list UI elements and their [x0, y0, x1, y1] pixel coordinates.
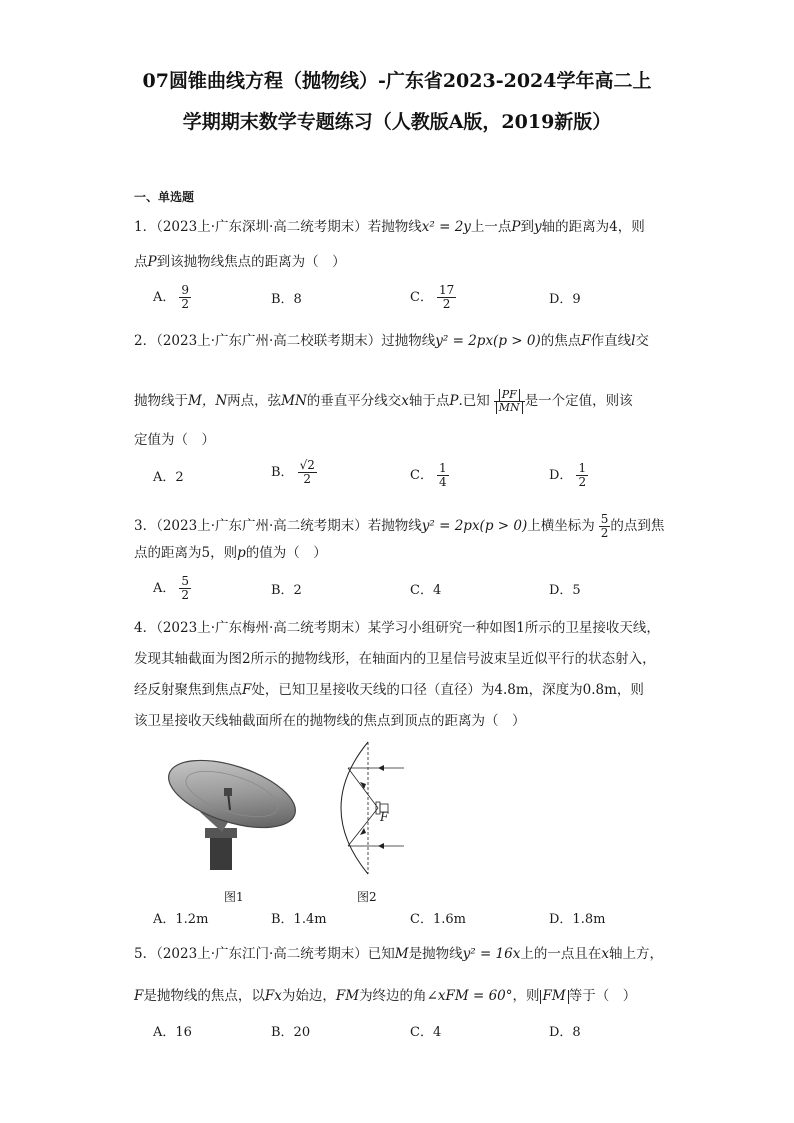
- math-expression: x² = 2y: [421, 219, 471, 235]
- question-4-line-4: 该卫星接收天线轴截面所在的抛物线的焦点到顶点的距离为（ ）: [134, 713, 526, 729]
- question-1-line-2: 点P到该抛物线焦点的距离为（ ）: [134, 254, 346, 270]
- q4-option-d[interactable]: D．1.8m: [549, 912, 606, 927]
- question-3-line-2: 点的距离为5，则p的值为（ ）: [134, 545, 327, 561]
- document-title-line-1: 07圆锥曲线方程（抛物线）-广东省2023-2024学年高二上: [142, 70, 652, 92]
- section-heading: 一、单选题: [134, 190, 195, 204]
- q4-option-b[interactable]: B．1.4m: [271, 912, 327, 927]
- figure-1-caption: 图1: [224, 890, 244, 904]
- q5-option-a[interactable]: A．16: [153, 1025, 192, 1040]
- parabola-cross-section-diagram: [328, 740, 408, 878]
- q1-option-b[interactable]: B．8: [271, 292, 302, 307]
- figure-2-caption: 图2: [357, 890, 377, 904]
- q5-option-c[interactable]: C．4: [410, 1025, 442, 1040]
- q2-option-b[interactable]: B． $\frac{√2}{2}$: [271, 458, 315, 487]
- question-3-line-1: 3．（2023上·广东广州·高二统考期末）若抛物线y² = 2px(p > 0)上横坐标为 $\frac{5}{2}$ 的点到焦: [134, 512, 665, 541]
- q1-option-a[interactable]: A． $\frac{9}{2}$: [153, 283, 190, 312]
- q4-option-c[interactable]: C．1.6m: [410, 912, 466, 927]
- question-2-line-3: 定值为（ ）: [134, 432, 215, 448]
- question-1-line-1: 1．（2023上·广东深圳·高二统考期末）若抛物线x² = 2y上一点P到y轴的距离为4，则: [134, 219, 645, 235]
- focus-label: F: [380, 810, 389, 824]
- question-4-line-2: 发现其轴截面为图2所示的抛物线形，在轴面内的卫星信号波束呈近似平行的状态射入，: [134, 651, 656, 667]
- q2-option-c[interactable]: C． $\frac{1}{4}$: [410, 461, 447, 490]
- question-5-line-2: F是抛物线的焦点，以Fx为始边，FM为终边的角∠xFM = 60°，则 FM 等于（ ）: [134, 988, 637, 1004]
- question-4-line-3: 经反射聚焦到焦点F处，已知卫星接收天线的口径（直径）为4.8m，深度为0.8m，则: [134, 682, 644, 698]
- q4-option-a[interactable]: A．1.2m: [153, 912, 209, 927]
- q2-option-d[interactable]: D． $\frac{1}{2}$: [549, 461, 587, 490]
- q5-option-d[interactable]: D．8: [549, 1025, 581, 1040]
- question-4-line-1: 4．（2023上·广东梅州·高二统考期末）某学习小组研究一种如图1所示的卫星接收天线，: [134, 620, 660, 636]
- q2-option-a[interactable]: A．2: [153, 470, 184, 485]
- question-5-line-1: 5．（2023上·广东江门·高二统考期末）已知M是抛物线y² = 16x上的一点且在x轴上方，: [134, 946, 663, 962]
- question-2-line-2: 抛物线于M，N两点，弦MN的垂直平分线交x轴于点P.已知 $\frac{PF}{MN}$ 是一个定值，则该: [134, 388, 633, 415]
- q5-option-b[interactable]: B．20: [271, 1025, 311, 1040]
- satellite-dish-photo: [160, 752, 300, 870]
- q3-option-c[interactable]: C．4: [410, 583, 442, 598]
- q3-option-b[interactable]: B．2: [271, 583, 302, 598]
- question-2-line-1: 2．（2023上·广东广州·高二校联考期末）过抛物线y² = 2px(p > 0)的焦点F作直线l交: [134, 333, 649, 349]
- q1-option-c[interactable]: C． $\frac{17}{2}$: [410, 283, 455, 312]
- q3-option-a[interactable]: A． $\frac{5}{2}$: [153, 574, 190, 603]
- q1-option-d[interactable]: D．9: [549, 292, 581, 307]
- q3-option-d[interactable]: D．5: [549, 583, 581, 598]
- document-title-line-2: 学期期末数学专题练习（人教版A版，2019新版）: [182, 111, 612, 133]
